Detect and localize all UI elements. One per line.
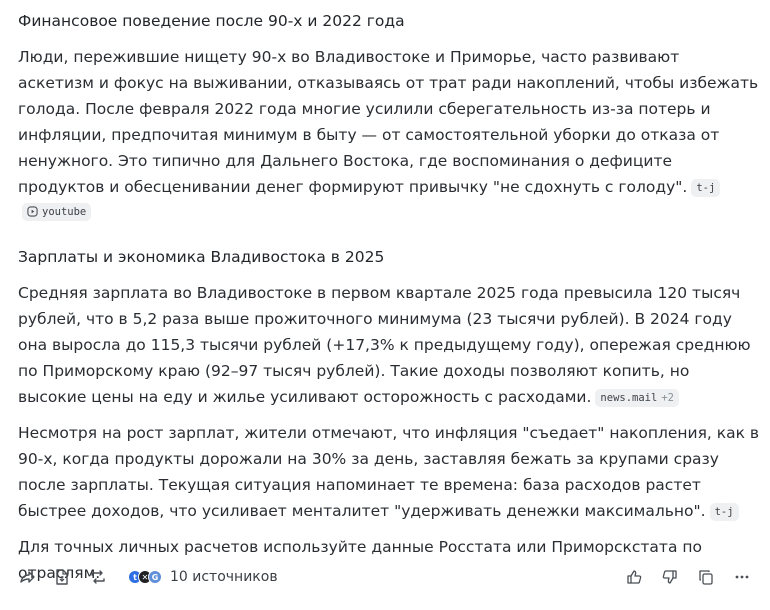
citation-label: youtube: [42, 205, 87, 218]
citation-chip-tj[interactable]: [691, 179, 720, 197]
citation-more-count: +2: [661, 392, 674, 404]
citation-chip-youtube[interactable]: [22, 203, 91, 221]
source-favicon-icon: ✕: [138, 570, 152, 584]
thumbs-up-icon[interactable]: [623, 566, 645, 588]
rewrite-icon[interactable]: [87, 566, 109, 588]
paragraph-finance: [18, 44, 760, 226]
copy-icon[interactable]: [695, 566, 717, 588]
section-title-finance: Финансовое поведение после 90-х и 2022 года: [18, 12, 405, 30]
citation-label: t-j: [714, 506, 734, 518]
sources-button[interactable]: [128, 564, 278, 590]
section-title-salary: Зарплаты и экономика Владивостока в 2025: [18, 248, 385, 266]
youtube-icon: [27, 206, 38, 217]
paragraph-finance-text: Люди, пережившие нищету 90-х во Владивостоке и Приморье, часто развивают аскетизм и фокус на выживании, отказываясь от трат ради накоплений, чтобы избежать голода. После февраля 2022 года многие усилили сберегательность из-за потерь и инфляции, предпочитая минимум в быту — от самостоятельной уборки до отказа от ненужного. Это типично для Дальнего Востока, где воспоминания о дефиците продуктов и обесценивании денег формируют привычку "не сдохнуть с голоду".: [18, 48, 759, 196]
paragraph-salary-text: Средняя зарплата во Владивостоке в первом квартале 2025 года превысила 120 тысяч рублей, что в 5,2 раза выше прожиточного минимума (23 тысячи рублей). В 2024 году она выросла до 115,3 тысячи рублей (+17,3% к предыдущему году), опережая среднюю по Приморскому краю (92–97 тысяч рублей). Такие доходы позволяют копить, но высокие цены на еду и жилье усиливают осторожность с расходами.: [18, 284, 751, 406]
share-icon[interactable]: [16, 566, 38, 588]
paragraph-inflation-text: Несмотря на рост зарплат, жители отмечают, что инфляция "съедает" накопления, как в 90-х, когда продукты дорожали на 30% за день, заставляя бежать за крупами сразу после зарплаты. Текущая ситуация напоминает те времена: база расходов растет быстрее доходов, что усиливает менталитет "удерживать денежки максимально".: [18, 424, 760, 520]
citation-chip-tj-2[interactable]: [710, 503, 739, 521]
citation-label: t-j: [696, 182, 716, 194]
answer-toolbar: [0, 560, 770, 594]
answer-body: [18, 10, 760, 586]
paragraph-closing: Для точных личных расчетов используйте данные Росстата или Приморскстата по отраслям.: [18, 538, 702, 582]
paragraph-inflation: [18, 420, 760, 524]
citation-label: news.mail: [600, 392, 658, 404]
export-icon[interactable]: [51, 566, 73, 588]
sources-label: 10 источников: [170, 569, 278, 585]
more-icon[interactable]: [731, 566, 753, 588]
source-favicon-icon: G: [148, 570, 162, 584]
source-favicon-icon: t: [128, 570, 142, 584]
paragraph-salary: [18, 280, 760, 410]
thumbs-down-icon[interactable]: [659, 566, 681, 588]
citation-chip-newsmail[interactable]: [595, 389, 679, 407]
